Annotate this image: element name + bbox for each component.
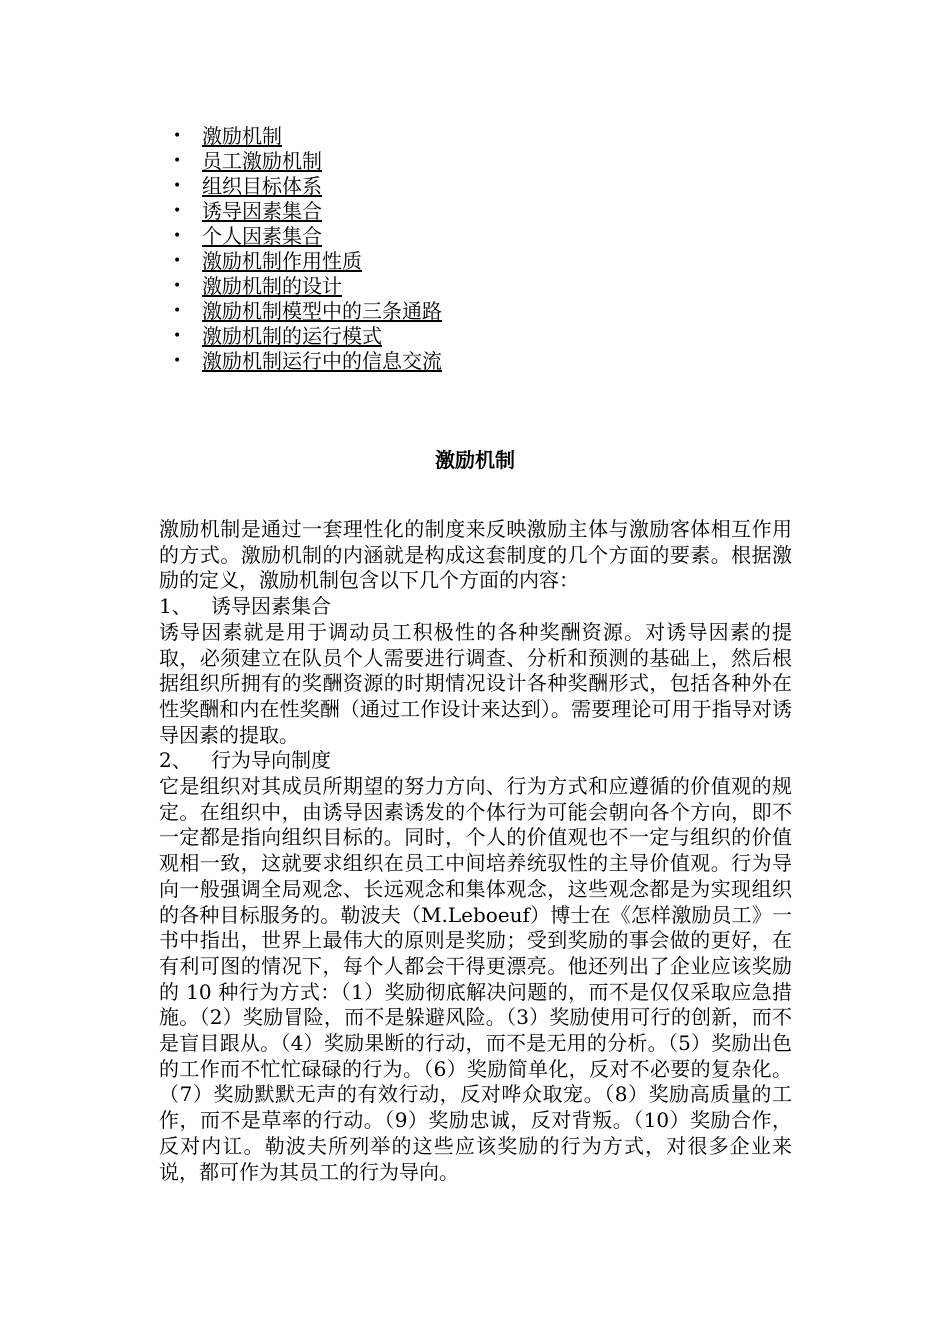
intro-paragraph: 激励机制是通过一套理性化的制度来反映激励主体与激励客体相互作用的方式。激励机制的内涵就是构成这套制度的几个方面的要素。根据激励的定义，激励机制包含以下几个方面的内容： bbox=[159, 517, 792, 593]
table-of-contents bbox=[164, 124, 442, 374]
bullet-icon: • bbox=[173, 153, 182, 169]
toc-link-info-exchange[interactable]: 激励机制运行中的信息交流 bbox=[202, 349, 442, 373]
toc-item bbox=[164, 149, 442, 174]
bullet-icon: • bbox=[173, 328, 182, 344]
section-number: 1、 bbox=[159, 594, 192, 619]
section-heading-text: 行为导向制度 bbox=[211, 748, 331, 773]
bullet-icon: • bbox=[173, 278, 182, 294]
toc-item bbox=[164, 174, 442, 199]
toc-link-incentive-mechanism[interactable]: 激励机制 bbox=[202, 124, 282, 148]
toc-link-operating-mode[interactable]: 激励机制的运行模式 bbox=[202, 324, 382, 348]
section-heading-text: 诱导因素集合 bbox=[211, 594, 331, 619]
bullet-icon: • bbox=[173, 203, 182, 219]
bullet-icon: • bbox=[173, 128, 182, 144]
toc-item bbox=[164, 199, 442, 224]
bullet-icon: • bbox=[173, 178, 182, 194]
section-heading bbox=[159, 748, 792, 774]
bullet-icon: • bbox=[173, 303, 182, 319]
section-number: 2、 bbox=[159, 748, 192, 773]
toc-link-mechanism-nature[interactable]: 激励机制作用性质 bbox=[202, 249, 362, 273]
toc-link-inducement-factors[interactable]: 诱导因素集合 bbox=[202, 199, 322, 223]
toc-item bbox=[164, 349, 442, 374]
toc-item bbox=[164, 249, 442, 274]
toc-item bbox=[164, 124, 442, 149]
page-title: 激励机制 bbox=[435, 448, 515, 472]
toc-item bbox=[164, 324, 442, 349]
bullet-icon: • bbox=[173, 228, 182, 244]
toc-item bbox=[164, 224, 442, 249]
section-paragraph: 诱导因素就是用于调动员工积极性的各种奖酬资源。对诱导因素的提取，必须建立在队员个人需要进行调查、分析和预测的基础上，然后根据组织所拥有的奖酬资源的时期情况设计各种奖酬形式，包括各种外在性奖酬和内在性奖酬（通过工作设计来达到）。需要理论可用于指导对诱导因素的提取。 bbox=[159, 619, 792, 747]
toc-link-org-goal-system[interactable]: 组织目标体系 bbox=[202, 174, 322, 198]
bullet-icon: • bbox=[173, 353, 182, 369]
toc-link-three-paths[interactable]: 激励机制模型中的三条通路 bbox=[202, 299, 442, 323]
toc-link-employee-incentive[interactable]: 员工激励机制 bbox=[202, 149, 322, 173]
bullet-icon: • bbox=[173, 253, 182, 269]
toc-item bbox=[164, 274, 442, 299]
section-paragraph: 它是组织对其成员所期望的努力方向、行为方式和应遵循的价值观的规定。在组织中，由诱导因素诱发的个体行为可能会朝向各个方向，即不一定都是指向组织目标的。同时，个人的价值观也不一定与组织的价值观相一致，这就要求组织在员工中间培养统驭性的主导价值观。行为导向一般强调全局观念、长远观念和集体观念，这些观念都是为实现组织的各种目标服务的。勒波夫（M.Leboeuf）博士在《怎样激励员工》一书中指出，世界上最伟大的原则是奖励；受到奖励的事会做的更好，在有利可图的情况下，每个人都会干得更漂亮。他还列出了企业应该奖励的 10 种行为方式：（1）奖励彻底解决问题的，而不是仅仅采取应急措施。（2）奖励冒险，而不是躲避风险。（3）奖励使用可行的创新，而不是盲目跟从。（4）奖励果断的行动，而不是无用的分析。（5）奖励出色的工作而不忙忙碌碌的行为。（6）奖励简单化，反对不必要的复杂化。（7）奖励默默无声的有效行动，反对哗众取宠。（8）奖励高质量的工作，而不是草率的行动。（9）奖励忠诚，反对背叛。（10）奖励合作，反对内讧。勒波夫所列举的这些应该奖励的行为方式，对很多企业来说，都可作为其员工的行为导向。 bbox=[159, 774, 792, 1184]
section-heading bbox=[159, 594, 792, 620]
toc-link-personal-factors[interactable]: 个人因素集合 bbox=[202, 224, 322, 248]
document-body bbox=[159, 517, 792, 1185]
toc-link-mechanism-design[interactable]: 激励机制的设计 bbox=[202, 274, 342, 298]
toc-item bbox=[164, 299, 442, 324]
